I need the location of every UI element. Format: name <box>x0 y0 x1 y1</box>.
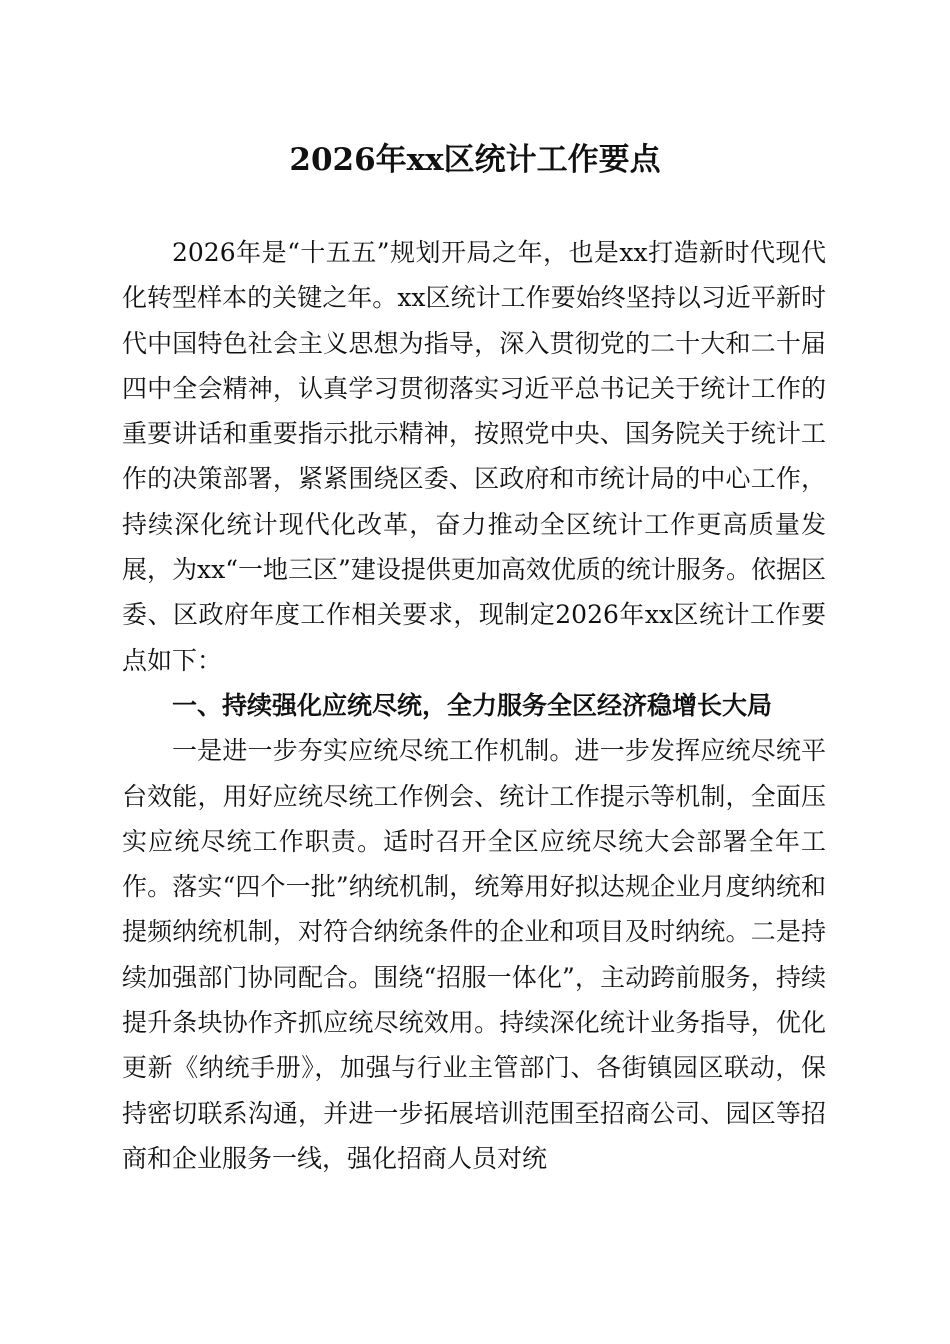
intro-paragraph: 2026年是“十五五”规划开局之年，也是xx打造新时代现代化转型样本的关键之年。xx区统计工作要始终坚持以习近平新时代中国特色社会主义思想为指导，深入贯彻党的二十大和二十届四中全会精神，认真学习贯彻落实习近平总书记关于统计工作的重要讲话和重要指示批示精神，按照党中央、国务院关于统计工作的决策部署，紧紧围绕区委、区政府和市统计局的中心工作，持续深化统计现代化改革，奋力推动全区统计工作更高质量发展，为xx“一地三区”建设提供更加高效优质的统计服务。依据区委、区政府年度工作相关要求，现制定2026年xx区统计工作要点如下： <box>122 238 826 675</box>
item-1-title: 一是进一步夯实应统尽统工作机制。 <box>172 736 575 766</box>
section-heading: 一、持续强化应统尽统，全力服务全区经济稳增长大局 <box>172 690 773 720</box>
item-2-body: 围绕“招服一体化”，主动跨前服务，持续提升条块协作齐抓应统尽统效用。持续深化统计业务指导，优化更新《纳统手册》，加强与行业主管部门、各街镇园区联动，保持密切联系沟通，并进一步拓展培训范围至招商公司、园区等招商和企业服务一线，强化招商人员对统 <box>122 962 826 1173</box>
document-body <box>122 230 826 1181</box>
section-paragraph <box>122 728 826 1181</box>
document-title: 2026年xx区统计工作要点 <box>289 142 661 178</box>
item-2-title: 二是持续加强部门协同配合。 <box>122 917 826 992</box>
item-1-body: 进一步发挥应统尽统平台效能，用好应统尽统工作例会、统计工作提示等机制，全面压实应统尽统工作职责。适时召开全区应统尽统大会部署全年工作。落实“四个一批”纳统机制，统筹用好拟达规企业月度纳统和提频纳统机制，对符合纳统条件的企业和项目及时纳统。 <box>122 736 826 947</box>
